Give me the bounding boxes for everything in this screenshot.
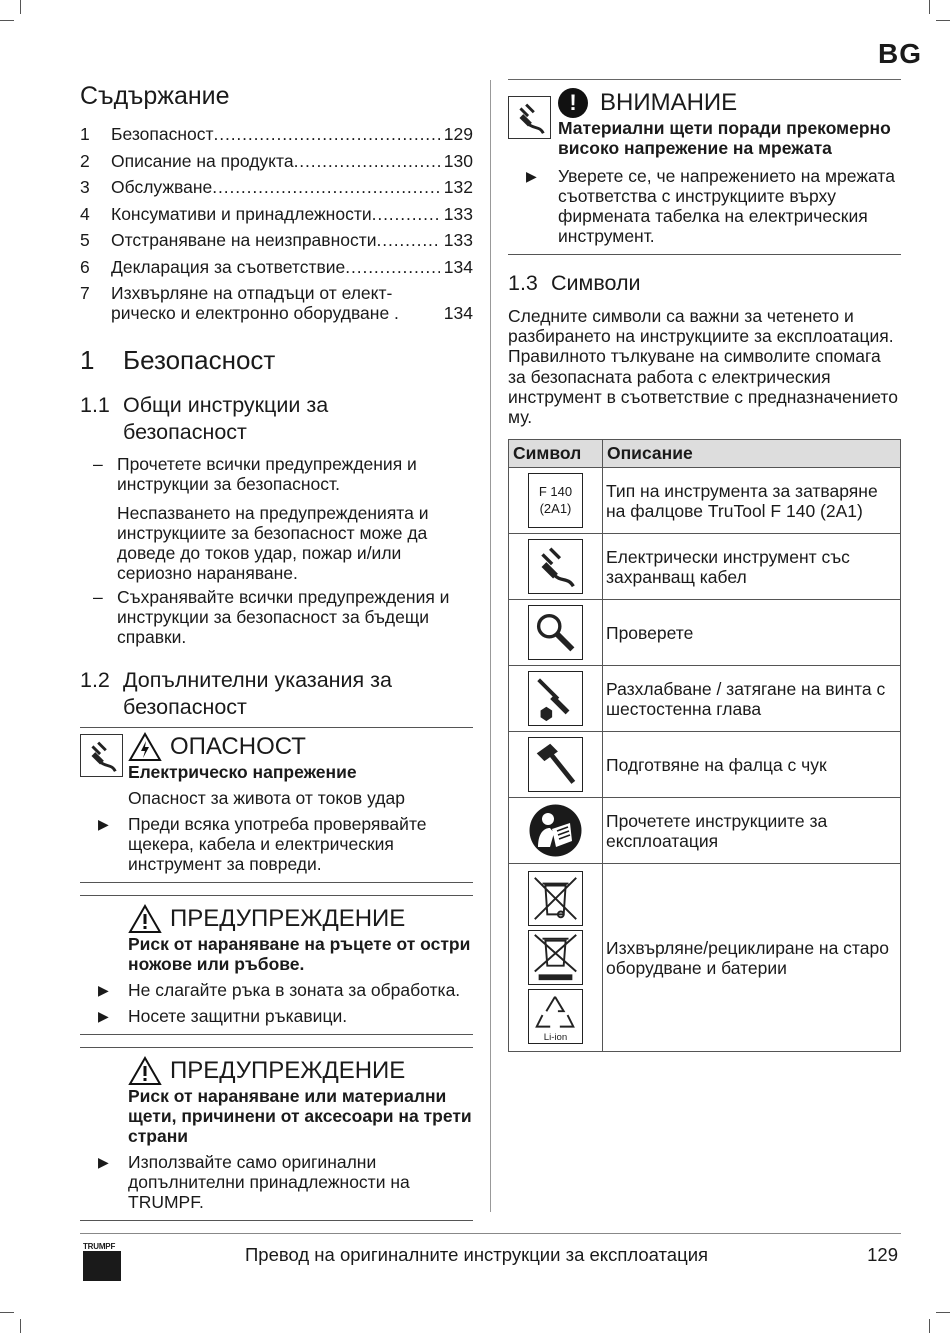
crop-mark: [936, 1312, 950, 1313]
table-header: Описание: [603, 440, 901, 468]
table-row: Li-ion Изхвърляне/рециклиране на старо оборудване и батерии: [509, 864, 901, 1052]
table-row: Електрически инструмент със захранващ кабел: [509, 534, 901, 600]
warning-triangle-icon: [128, 1056, 162, 1086]
column-divider: [490, 80, 491, 1212]
hammer-icon: [528, 737, 583, 792]
footer-text: Превод на оригиналните инструкции за експлоатация: [245, 1244, 709, 1265]
toc-item[interactable]: 7 Изхвърляне на отпадъци от елект- рическо и електронно оборудване . 134: [80, 283, 473, 323]
danger-notice: ОПАСНОСТ Електрическо напрежение Опасност за живота от токов удар ▶ Преди всяка употреба проверявайте щекера, кабела и електрическия инструмент за повреди.: [80, 727, 473, 883]
toc-item[interactable]: 6 Декларация за съответствие . . . 134: [80, 254, 473, 281]
table-header: Символ: [509, 440, 603, 468]
footer-rule: [80, 1233, 901, 1234]
magnifier-icon: [528, 605, 583, 660]
table-row: Разхлабване / затягане на винта с шестостенна глава: [509, 666, 901, 732]
action-item: ▶ Използвайте само оригинални допълнителни принадлежности на TRUMPF.: [98, 1152, 410, 1212]
table-row: Подготвяне на фалца с чук: [509, 732, 901, 798]
exclamation-icon: !: [558, 88, 588, 118]
page-number: 129: [867, 1244, 898, 1265]
action-item: ▶ Преди всяка употреба проверявайте щекера, кабела и електрическия инструмент за повреди.: [98, 814, 427, 874]
paragraph: Следните символи са важни за четенето и разбирането на инструкциите за експлоатация. Правилното тълкуване на символите спомага за безопасната работа с електрическия инструмент в съответствие с предназначението му.: [508, 306, 898, 428]
crop-mark: [929, 1319, 930, 1333]
warning-notice: ПРЕДУПРЕЖДЕНИЕ Риск от нараняване или материални щети, причинени от аксесоари на трети страни ▶ Използвайте само оригинални допълнителни принадлежности на TRUMPF.: [80, 1047, 473, 1221]
paragraph: Неспазването на предупрежденията и инструкциите за безопасност може да доведе до токов удар, пожар и/или сериозно нараняване.: [117, 503, 429, 583]
toc-title: Съдържание: [80, 82, 230, 110]
crop-mark: [0, 1312, 14, 1313]
crop-mark: [0, 20, 14, 21]
trumpf-logo: TRUMPF: [83, 1242, 121, 1282]
warning-notice: ПРЕДУПРЕЖДЕНИЕ Риск от нараняване на ръцете от остри ножове или ръбове. ▶ Не слагайте ръка в зоната за обработка. ▶ Носете защитни ръкавици.: [80, 895, 473, 1035]
screwdriver-hex-icon: [528, 671, 583, 726]
toc-item[interactable]: 2 Описание на продукта . . . 130: [80, 148, 473, 175]
f140-label-icon: F 140 (2A1): [528, 473, 583, 528]
toc-list: [80, 121, 473, 280]
symbols-table: [508, 439, 901, 1052]
crop-mark: [936, 20, 950, 21]
subsection-heading: 1.2 Допълнителни указания за безопасност: [80, 668, 392, 719]
right-column: [508, 80, 901, 1052]
warning-title: ПРЕДУПРЕЖДЕНИЕ: [170, 1057, 406, 1084]
toc-item[interactable]: 1 Безопасност . . . 129: [80, 121, 473, 148]
recycle-li-ion-icon: [528, 989, 583, 1044]
toc-item[interactable]: 5 Отстраняване на неизправности . . . 133: [80, 227, 473, 254]
section-heading: 1 Безопасност: [80, 345, 276, 375]
toc-item[interactable]: 3 Обслужване . . . 132: [80, 174, 473, 201]
crop-mark: [929, 0, 930, 14]
caution-title: ВНИМАНИЕ: [600, 89, 738, 116]
danger-title: ОПАСНОСТ: [170, 733, 306, 760]
crop-mark: [20, 0, 21, 14]
subsection-heading: 1.1 Общи инструкции за безопасност: [80, 393, 329, 444]
power-plug-icon: [508, 96, 551, 139]
list-item: – Съхранявайте всички предупреждения и инструкции за безопасност за бъдещи справки.: [93, 587, 450, 647]
action-item: ▶ Носете защитни ръкавици.: [98, 1006, 348, 1026]
table-row: Проверете: [509, 600, 901, 666]
crop-mark: [20, 1319, 21, 1333]
crossed-bin-icon: [528, 871, 583, 926]
power-plug-icon: [528, 539, 583, 594]
toc-item[interactable]: 4 Консумативи и принадлежности . . . 133: [80, 201, 473, 228]
caution-notice: ! ВНИМАНИЕ Материални щети поради прекомерно високо напрежение на мрежата ▶ Уверете се, че напрежението на мрежата съответства с инструкциите върху фирмената табелка на електрическия инструмент.: [508, 88, 901, 255]
power-plug-icon: [80, 734, 123, 777]
list-item: – Прочетете всички предупреждения и инструкции за безопасност.: [93, 454, 417, 494]
table-row: F 140 (2A1) Тип на инструмента за затваряне на фалцове TruTool F 140 (2A1): [509, 468, 901, 534]
subsection-heading: 1.3 Символи: [508, 271, 641, 295]
language-code: BG: [878, 38, 922, 69]
read-manual-icon: [528, 803, 583, 858]
crossed-bin-bar-icon: [528, 930, 583, 985]
action-item: ▶ Уверете се, че напрежението на мрежата съответства с инструкциите върху фирмената табелка на електрическия инструмент.: [526, 166, 895, 246]
left-column: [80, 78, 473, 1221]
table-row: Прочетете инструкциите за експлоатация: [509, 798, 901, 864]
svg-text:Li-ion: Li-ion: [543, 1032, 568, 1044]
warning-title: ПРЕДУПРЕЖДЕНИЕ: [170, 905, 406, 932]
warning-triangle-icon: [128, 904, 162, 934]
warning-triangle-icon: [128, 732, 162, 762]
action-item: ▶ Не слагайте ръка в зоната за обработка.: [98, 980, 461, 1000]
